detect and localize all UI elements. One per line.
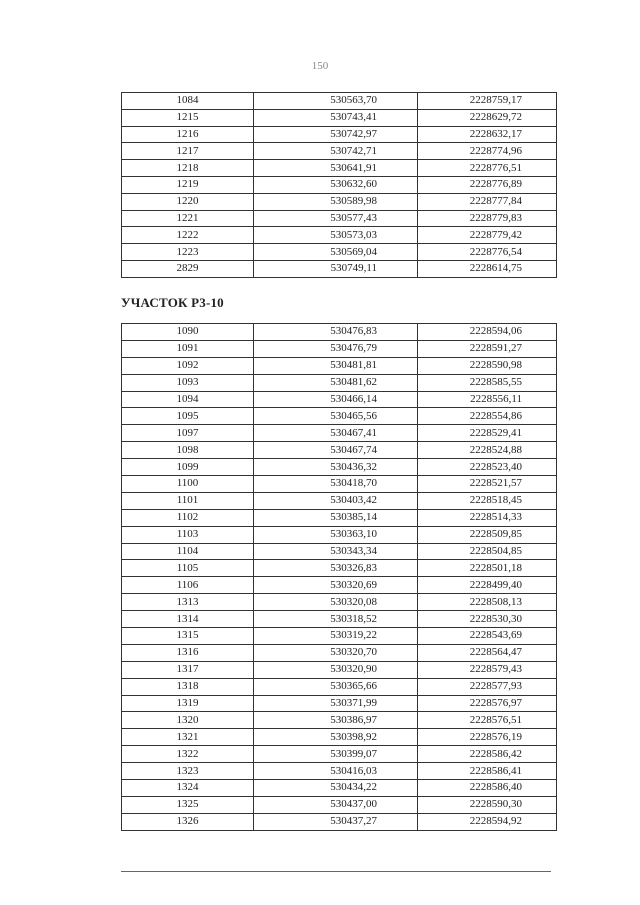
table-row	[122, 492, 557, 509]
point-number-cell: 1218	[122, 160, 254, 177]
y-coordinate-cell: 2228585,55	[418, 374, 557, 391]
y-coordinate-cell: 2228576,97	[418, 695, 557, 712]
table-row	[122, 796, 557, 813]
y-coordinate-cell: 2228504,85	[418, 543, 557, 560]
x-coordinate-cell: 530437,27	[254, 813, 418, 830]
table-row	[122, 126, 557, 143]
y-coordinate-cell: 2228576,51	[418, 712, 557, 729]
y-coordinate-cell: 2228518,45	[418, 492, 557, 509]
point-number-cell: 1084	[122, 93, 254, 110]
x-coordinate-cell: 530319,22	[254, 628, 418, 645]
table-row	[122, 408, 557, 425]
section-heading: УЧАСТОК Р3-10	[121, 295, 224, 310]
point-number-cell: 1102	[122, 509, 254, 526]
x-coordinate-cell: 530569,04	[254, 244, 418, 261]
table-row	[122, 442, 557, 459]
y-coordinate-cell: 2228594,92	[418, 813, 557, 830]
point-number-cell: 1091	[122, 340, 254, 357]
table-row	[122, 712, 557, 729]
point-number-cell: 1222	[122, 227, 254, 244]
table-row	[122, 425, 557, 442]
table-row	[122, 391, 557, 408]
table-row	[122, 780, 557, 797]
point-number-cell: 1216	[122, 126, 254, 143]
x-coordinate-cell: 530573,03	[254, 227, 418, 244]
table-row	[122, 628, 557, 645]
table-row	[122, 93, 557, 110]
point-number-cell: 1103	[122, 526, 254, 543]
point-number-cell: 2829	[122, 260, 254, 277]
x-coordinate-cell: 530563,70	[254, 93, 418, 110]
y-coordinate-cell: 2228579,43	[418, 661, 557, 678]
table-row	[122, 543, 557, 560]
point-number-cell: 1326	[122, 813, 254, 830]
point-number-cell: 1320	[122, 712, 254, 729]
point-number-cell: 1317	[122, 661, 254, 678]
x-coordinate-cell: 530481,62	[254, 374, 418, 391]
x-coordinate-cell: 530371,99	[254, 695, 418, 712]
point-number-cell: 1217	[122, 143, 254, 160]
point-number-cell: 1323	[122, 763, 254, 780]
x-coordinate-cell: 530632,60	[254, 176, 418, 193]
x-coordinate-cell: 530641,91	[254, 160, 418, 177]
point-number-cell: 1314	[122, 611, 254, 628]
x-coordinate-cell: 530320,08	[254, 594, 418, 611]
coordinates-table-top	[121, 92, 557, 278]
y-coordinate-cell: 2228564,47	[418, 644, 557, 661]
y-coordinate-cell: 2228521,57	[418, 476, 557, 493]
table-row	[122, 160, 557, 177]
x-coordinate-cell: 530466,14	[254, 391, 418, 408]
x-coordinate-cell: 530399,07	[254, 746, 418, 763]
table-row	[122, 746, 557, 763]
y-coordinate-cell: 2228776,51	[418, 160, 557, 177]
point-number-cell: 1093	[122, 374, 254, 391]
x-coordinate-cell: 530365,66	[254, 678, 418, 695]
point-number-cell: 1105	[122, 560, 254, 577]
y-coordinate-cell: 2228556,11	[418, 391, 557, 408]
table-row	[122, 729, 557, 746]
coordinates-table-section-body	[122, 324, 557, 831]
y-coordinate-cell: 2228779,83	[418, 210, 557, 227]
point-number-cell: 1313	[122, 594, 254, 611]
x-coordinate-cell: 530385,14	[254, 509, 418, 526]
point-number-cell: 1221	[122, 210, 254, 227]
point-number-cell: 1092	[122, 357, 254, 374]
x-coordinate-cell: 530320,90	[254, 661, 418, 678]
y-coordinate-cell: 2228586,42	[418, 746, 557, 763]
table-row	[122, 526, 557, 543]
y-coordinate-cell: 2228499,40	[418, 577, 557, 594]
y-coordinate-cell: 2228776,54	[418, 244, 557, 261]
x-coordinate-cell: 530742,97	[254, 126, 418, 143]
y-coordinate-cell: 2228759,17	[418, 93, 557, 110]
point-number-cell: 1223	[122, 244, 254, 261]
y-coordinate-cell: 2228779,42	[418, 227, 557, 244]
table-row	[122, 813, 557, 830]
page-number: 150	[311, 60, 329, 72]
x-coordinate-cell: 530467,74	[254, 442, 418, 459]
table-row	[122, 459, 557, 476]
point-number-cell: 1106	[122, 577, 254, 594]
y-coordinate-cell: 2228529,41	[418, 425, 557, 442]
x-coordinate-cell: 530467,41	[254, 425, 418, 442]
y-coordinate-cell: 2228774,96	[418, 143, 557, 160]
table-row	[122, 594, 557, 611]
point-number-cell: 1100	[122, 476, 254, 493]
point-number-cell: 1321	[122, 729, 254, 746]
x-coordinate-cell: 530476,83	[254, 324, 418, 341]
x-coordinate-cell: 530318,52	[254, 611, 418, 628]
y-coordinate-cell: 2228632,17	[418, 126, 557, 143]
point-number-cell: 1324	[122, 780, 254, 797]
y-coordinate-cell: 2228577,93	[418, 678, 557, 695]
table-row	[122, 210, 557, 227]
x-coordinate-cell: 530742,71	[254, 143, 418, 160]
x-coordinate-cell: 530343,34	[254, 543, 418, 560]
y-coordinate-cell: 2228523,40	[418, 459, 557, 476]
x-coordinate-cell: 530476,79	[254, 340, 418, 357]
y-coordinate-cell: 2228514,33	[418, 509, 557, 526]
point-number-cell: 1101	[122, 492, 254, 509]
point-number-cell: 1095	[122, 408, 254, 425]
x-coordinate-cell: 530326,83	[254, 560, 418, 577]
table-row	[122, 661, 557, 678]
table-row	[122, 560, 557, 577]
point-number-cell: 1090	[122, 324, 254, 341]
y-coordinate-cell: 2228524,88	[418, 442, 557, 459]
y-coordinate-cell: 2228777,84	[418, 193, 557, 210]
point-number-cell: 1104	[122, 543, 254, 560]
point-number-cell: 1319	[122, 695, 254, 712]
table-row	[122, 227, 557, 244]
table-row	[122, 644, 557, 661]
point-number-cell: 1219	[122, 176, 254, 193]
x-coordinate-cell: 530418,70	[254, 476, 418, 493]
coordinates-table-top-body	[122, 93, 557, 278]
x-coordinate-cell: 530589,98	[254, 193, 418, 210]
point-number-cell: 1098	[122, 442, 254, 459]
y-coordinate-cell: 2228554,86	[418, 408, 557, 425]
point-number-cell: 1322	[122, 746, 254, 763]
coordinates-table-section	[121, 323, 557, 831]
y-coordinate-cell: 2228594,06	[418, 324, 557, 341]
x-coordinate-cell: 530749,11	[254, 260, 418, 277]
x-coordinate-cell: 530320,70	[254, 644, 418, 661]
table-row	[122, 109, 557, 126]
table-row	[122, 143, 557, 160]
footer-rule	[121, 871, 551, 872]
x-coordinate-cell: 530743,41	[254, 109, 418, 126]
y-coordinate-cell: 2228509,85	[418, 526, 557, 543]
y-coordinate-cell: 2228591,27	[418, 340, 557, 357]
point-number-cell: 1220	[122, 193, 254, 210]
table-row	[122, 176, 557, 193]
y-coordinate-cell: 2228590,30	[418, 796, 557, 813]
point-number-cell: 1325	[122, 796, 254, 813]
x-coordinate-cell: 530386,97	[254, 712, 418, 729]
table-row	[122, 509, 557, 526]
x-coordinate-cell: 530434,22	[254, 780, 418, 797]
x-coordinate-cell: 530481,81	[254, 357, 418, 374]
table-row	[122, 577, 557, 594]
y-coordinate-cell: 2228586,41	[418, 763, 557, 780]
y-coordinate-cell: 2228590,98	[418, 357, 557, 374]
x-coordinate-cell: 530363,10	[254, 526, 418, 543]
table-row	[122, 611, 557, 628]
table-row	[122, 374, 557, 391]
point-number-cell: 1099	[122, 459, 254, 476]
table-row	[122, 340, 557, 357]
y-coordinate-cell: 2228614,75	[418, 260, 557, 277]
x-coordinate-cell: 530577,43	[254, 210, 418, 227]
y-coordinate-cell: 2228543,69	[418, 628, 557, 645]
y-coordinate-cell: 2228530,30	[418, 611, 557, 628]
table-row	[122, 476, 557, 493]
table-row	[122, 763, 557, 780]
point-number-cell: 1318	[122, 678, 254, 695]
x-coordinate-cell: 530403,42	[254, 492, 418, 509]
table-row	[122, 324, 557, 341]
x-coordinate-cell: 530465,56	[254, 408, 418, 425]
y-coordinate-cell: 2228629,72	[418, 109, 557, 126]
point-number-cell: 1315	[122, 628, 254, 645]
table-row	[122, 678, 557, 695]
point-number-cell: 1097	[122, 425, 254, 442]
point-number-cell: 1215	[122, 109, 254, 126]
y-coordinate-cell: 2228576,19	[418, 729, 557, 746]
x-coordinate-cell: 530320,69	[254, 577, 418, 594]
y-coordinate-cell: 2228776,89	[418, 176, 557, 193]
table-row	[122, 193, 557, 210]
y-coordinate-cell: 2228586,40	[418, 780, 557, 797]
y-coordinate-cell: 2228501,18	[418, 560, 557, 577]
point-number-cell: 1316	[122, 644, 254, 661]
table-row	[122, 695, 557, 712]
table-row	[122, 260, 557, 277]
x-coordinate-cell: 530436,32	[254, 459, 418, 476]
table-row	[122, 244, 557, 261]
table-row	[122, 357, 557, 374]
x-coordinate-cell: 530398,92	[254, 729, 418, 746]
x-coordinate-cell: 530437,00	[254, 796, 418, 813]
y-coordinate-cell: 2228508,13	[418, 594, 557, 611]
point-number-cell: 1094	[122, 391, 254, 408]
x-coordinate-cell: 530416,03	[254, 763, 418, 780]
